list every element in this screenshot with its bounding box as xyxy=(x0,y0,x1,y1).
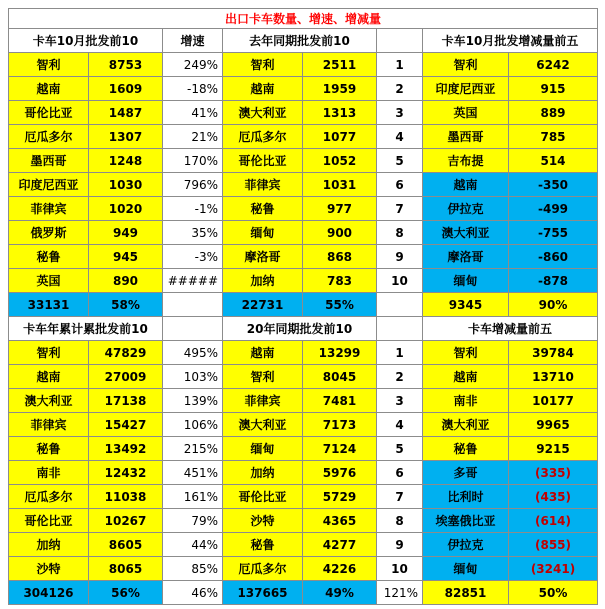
value-cell: 8753 xyxy=(89,53,163,77)
table-row xyxy=(9,149,598,173)
header-row xyxy=(9,29,598,53)
country-cell: 菲律宾 xyxy=(223,173,303,197)
change-cell: -499 xyxy=(509,197,598,221)
rank-cell: 7 xyxy=(377,197,423,221)
country-cell: 澳大利亚 xyxy=(223,101,303,125)
growth-cell: -3% xyxy=(163,245,223,269)
growth-cell: 249% xyxy=(163,53,223,77)
table-row xyxy=(9,461,598,485)
value-cell: 17138 xyxy=(89,389,163,413)
country-cell: 英国 xyxy=(9,269,89,293)
change-cell: 915 xyxy=(509,77,598,101)
change-cell: 6242 xyxy=(509,53,598,77)
country-cell: 澳大利亚 xyxy=(9,389,89,413)
section-header: 20年同期批发前10 xyxy=(223,317,377,341)
growth-cell: 495% xyxy=(163,341,223,365)
total-value-cell: 33131 xyxy=(9,293,89,317)
section-header: 卡车10月批发增减量前五 xyxy=(423,29,598,53)
country-cell: 智利 xyxy=(223,365,303,389)
rank-cell: 10 xyxy=(377,269,423,293)
country-cell: 秘鲁 xyxy=(9,437,89,461)
growth-header: 增速 xyxy=(163,29,223,53)
export-truck-table xyxy=(8,8,598,605)
country-cell: 印度尼西亚 xyxy=(9,173,89,197)
country-cell: 沙特 xyxy=(9,557,89,581)
country-cell: 越南 xyxy=(9,77,89,101)
country-cell: 摩洛哥 xyxy=(223,245,303,269)
value-cell: 5976 xyxy=(303,461,377,485)
total-share-cell: 56% xyxy=(89,581,163,605)
growth-cell: 103% xyxy=(163,365,223,389)
value-cell: 890 xyxy=(89,269,163,293)
section-header: 去年同期批发前10 xyxy=(223,29,377,53)
country-cell: 缅甸 xyxy=(223,437,303,461)
growth-cell: 139% xyxy=(163,389,223,413)
value-cell: 4226 xyxy=(303,557,377,581)
rank-cell: 5 xyxy=(377,149,423,173)
country-cell: 厄瓜多尔 xyxy=(223,557,303,581)
rank-cell: 2 xyxy=(377,365,423,389)
country-cell: 厄瓜多尔 xyxy=(9,125,89,149)
country-cell: 伊拉克 xyxy=(423,197,509,221)
value-cell: 5729 xyxy=(303,485,377,509)
country-cell: 智利 xyxy=(9,341,89,365)
total-row xyxy=(9,293,598,317)
country-cell: 智利 xyxy=(9,53,89,77)
country-cell: 印度尼西亚 xyxy=(423,77,509,101)
growth-cell: -1% xyxy=(163,197,223,221)
total-share-cell: 58% xyxy=(89,293,163,317)
value-cell: 1307 xyxy=(89,125,163,149)
country-cell: 越南 xyxy=(9,365,89,389)
growth-cell: 35% xyxy=(163,221,223,245)
value-cell: 15427 xyxy=(89,413,163,437)
change-cell: 514 xyxy=(509,149,598,173)
rank-cell: 6 xyxy=(377,461,423,485)
country-cell: 加纳 xyxy=(223,269,303,293)
growth-cell: 215% xyxy=(163,437,223,461)
table-row xyxy=(9,509,598,533)
change-cell: (614) xyxy=(509,509,598,533)
country-cell: 缅甸 xyxy=(223,221,303,245)
total-growth-cell: 46% xyxy=(163,581,223,605)
table-row xyxy=(9,365,598,389)
country-cell: 吉布提 xyxy=(423,149,509,173)
value-cell: 11038 xyxy=(89,485,163,509)
value-cell: 977 xyxy=(303,197,377,221)
country-cell: 南非 xyxy=(9,461,89,485)
table-row xyxy=(9,341,598,365)
country-cell: 厄瓜多尔 xyxy=(223,125,303,149)
value-cell: 7481 xyxy=(303,389,377,413)
value-cell: 1313 xyxy=(303,101,377,125)
rank-cell: 4 xyxy=(377,413,423,437)
change-cell: 9965 xyxy=(509,413,598,437)
change-cell: 39784 xyxy=(509,341,598,365)
change-cell: (435) xyxy=(509,485,598,509)
change-cell: 13710 xyxy=(509,365,598,389)
value-cell: 7173 xyxy=(303,413,377,437)
table-row xyxy=(9,557,598,581)
total-row xyxy=(9,581,598,605)
header-row xyxy=(9,317,598,341)
country-cell: 加纳 xyxy=(9,533,89,557)
table-title: 出口卡车数量、增速、增减量 xyxy=(9,9,598,29)
country-cell: 秘鲁 xyxy=(223,197,303,221)
country-cell: 秘鲁 xyxy=(423,437,509,461)
country-cell: 秘鲁 xyxy=(9,245,89,269)
table-row xyxy=(9,221,598,245)
country-cell: 越南 xyxy=(223,77,303,101)
total-share-cell: 50% xyxy=(509,581,598,605)
value-cell: 1487 xyxy=(89,101,163,125)
value-cell: 1052 xyxy=(303,149,377,173)
change-cell: -755 xyxy=(509,221,598,245)
country-cell: 伊拉克 xyxy=(423,533,509,557)
section-header: 卡车10月批发前10 xyxy=(9,29,163,53)
growth-cell: 79% xyxy=(163,509,223,533)
country-cell: 越南 xyxy=(423,365,509,389)
total-share-cell: 49% xyxy=(303,581,377,605)
value-cell: 783 xyxy=(303,269,377,293)
rank-cell: 4 xyxy=(377,125,423,149)
growth-cell: 106% xyxy=(163,413,223,437)
change-cell: (3241) xyxy=(509,557,598,581)
value-cell: 1031 xyxy=(303,173,377,197)
value-cell: 1030 xyxy=(89,173,163,197)
table-row xyxy=(9,269,598,293)
rank-header xyxy=(377,317,423,341)
value-cell: 945 xyxy=(89,245,163,269)
rank-cell: 6 xyxy=(377,173,423,197)
change-cell: -860 xyxy=(509,245,598,269)
country-cell: 澳大利亚 xyxy=(223,413,303,437)
country-cell: 俄罗斯 xyxy=(9,221,89,245)
data-table-container xyxy=(8,8,598,605)
rank-cell: 8 xyxy=(377,509,423,533)
rank-cell: 1 xyxy=(377,341,423,365)
table-row xyxy=(9,533,598,557)
country-cell: 智利 xyxy=(423,53,509,77)
total-value-cell: 304126 xyxy=(9,581,89,605)
rank-header xyxy=(377,29,423,53)
rank-cell: 2 xyxy=(377,77,423,101)
value-cell: 27009 xyxy=(89,365,163,389)
table-row xyxy=(9,389,598,413)
value-cell: 12432 xyxy=(89,461,163,485)
growth-cell: 170% xyxy=(163,149,223,173)
country-cell: 摩洛哥 xyxy=(423,245,509,269)
value-cell: 4277 xyxy=(303,533,377,557)
change-cell: -350 xyxy=(509,173,598,197)
value-cell: 10267 xyxy=(89,509,163,533)
value-cell: 2511 xyxy=(303,53,377,77)
table-row xyxy=(9,197,598,221)
table-row xyxy=(9,173,598,197)
value-cell: 47829 xyxy=(89,341,163,365)
country-cell: 澳大利亚 xyxy=(423,221,509,245)
value-cell: 868 xyxy=(303,245,377,269)
total-share-cell: 55% xyxy=(303,293,377,317)
growth-cell: -18% xyxy=(163,77,223,101)
growth-cell: 451% xyxy=(163,461,223,485)
country-cell: 英国 xyxy=(423,101,509,125)
table-row xyxy=(9,245,598,269)
rank-cell: 7 xyxy=(377,485,423,509)
country-cell: 墨西哥 xyxy=(423,125,509,149)
change-cell: 785 xyxy=(509,125,598,149)
total-rank-cell xyxy=(377,293,423,317)
rank-cell: 5 xyxy=(377,437,423,461)
total-share-cell: 90% xyxy=(509,293,598,317)
growth-cell: ##### xyxy=(163,269,223,293)
country-cell: 缅甸 xyxy=(423,269,509,293)
value-cell: 1020 xyxy=(89,197,163,221)
total-growth-cell xyxy=(163,293,223,317)
country-cell: 厄瓜多尔 xyxy=(9,485,89,509)
change-cell: 10177 xyxy=(509,389,598,413)
change-cell: -878 xyxy=(509,269,598,293)
value-cell: 1609 xyxy=(89,77,163,101)
growth-cell: 796% xyxy=(163,173,223,197)
total-value-cell: 22731 xyxy=(223,293,303,317)
country-cell: 缅甸 xyxy=(423,557,509,581)
table-row xyxy=(9,125,598,149)
value-cell: 13299 xyxy=(303,341,377,365)
country-cell: 智利 xyxy=(223,53,303,77)
country-cell: 多哥 xyxy=(423,461,509,485)
value-cell: 900 xyxy=(303,221,377,245)
value-cell: 8045 xyxy=(303,365,377,389)
country-cell: 菲律宾 xyxy=(223,389,303,413)
total-value-cell: 9345 xyxy=(423,293,509,317)
country-cell: 智利 xyxy=(423,341,509,365)
rank-cell: 10 xyxy=(377,557,423,581)
country-cell: 哥伦比亚 xyxy=(223,485,303,509)
country-cell: 墨西哥 xyxy=(9,149,89,173)
growth-cell: 85% xyxy=(163,557,223,581)
growth-cell: 21% xyxy=(163,125,223,149)
value-cell: 8605 xyxy=(89,533,163,557)
section-header: 卡车年累计累批发前10 xyxy=(9,317,163,341)
total-value-cell: 82851 xyxy=(423,581,509,605)
value-cell: 4365 xyxy=(303,509,377,533)
growth-cell: 41% xyxy=(163,101,223,125)
country-cell: 越南 xyxy=(223,341,303,365)
total-rank-cell: 121% xyxy=(377,581,423,605)
growth-cell: 161% xyxy=(163,485,223,509)
country-cell: 埃塞俄比亚 xyxy=(423,509,509,533)
value-cell: 8065 xyxy=(89,557,163,581)
change-cell: (335) xyxy=(509,461,598,485)
value-cell: 1959 xyxy=(303,77,377,101)
change-cell: 9215 xyxy=(509,437,598,461)
total-value-cell: 137665 xyxy=(223,581,303,605)
country-cell: 哥伦比亚 xyxy=(223,149,303,173)
section-header: 卡车增减量前五 xyxy=(423,317,598,341)
country-cell: 秘鲁 xyxy=(223,533,303,557)
country-cell: 澳大利亚 xyxy=(423,413,509,437)
value-cell: 949 xyxy=(89,221,163,245)
change-cell: (855) xyxy=(509,533,598,557)
country-cell: 菲律宾 xyxy=(9,197,89,221)
rank-cell: 1 xyxy=(377,53,423,77)
value-cell: 7124 xyxy=(303,437,377,461)
rank-cell: 3 xyxy=(377,389,423,413)
country-cell: 哥伦比亚 xyxy=(9,101,89,125)
rank-cell: 9 xyxy=(377,533,423,557)
value-cell: 1248 xyxy=(89,149,163,173)
rank-cell: 8 xyxy=(377,221,423,245)
rank-cell: 3 xyxy=(377,101,423,125)
growth-header xyxy=(163,317,223,341)
value-cell: 1077 xyxy=(303,125,377,149)
table-row xyxy=(9,437,598,461)
country-cell: 越南 xyxy=(423,173,509,197)
country-cell: 菲律宾 xyxy=(9,413,89,437)
table-row xyxy=(9,413,598,437)
country-cell: 比利时 xyxy=(423,485,509,509)
country-cell: 南非 xyxy=(423,389,509,413)
value-cell: 13492 xyxy=(89,437,163,461)
table-row xyxy=(9,53,598,77)
rank-cell: 9 xyxy=(377,245,423,269)
table-row xyxy=(9,101,598,125)
growth-cell: 44% xyxy=(163,533,223,557)
table-row xyxy=(9,77,598,101)
table-row xyxy=(9,485,598,509)
change-cell: 889 xyxy=(509,101,598,125)
country-cell: 沙特 xyxy=(223,509,303,533)
country-cell: 加纳 xyxy=(223,461,303,485)
country-cell: 哥伦比亚 xyxy=(9,509,89,533)
